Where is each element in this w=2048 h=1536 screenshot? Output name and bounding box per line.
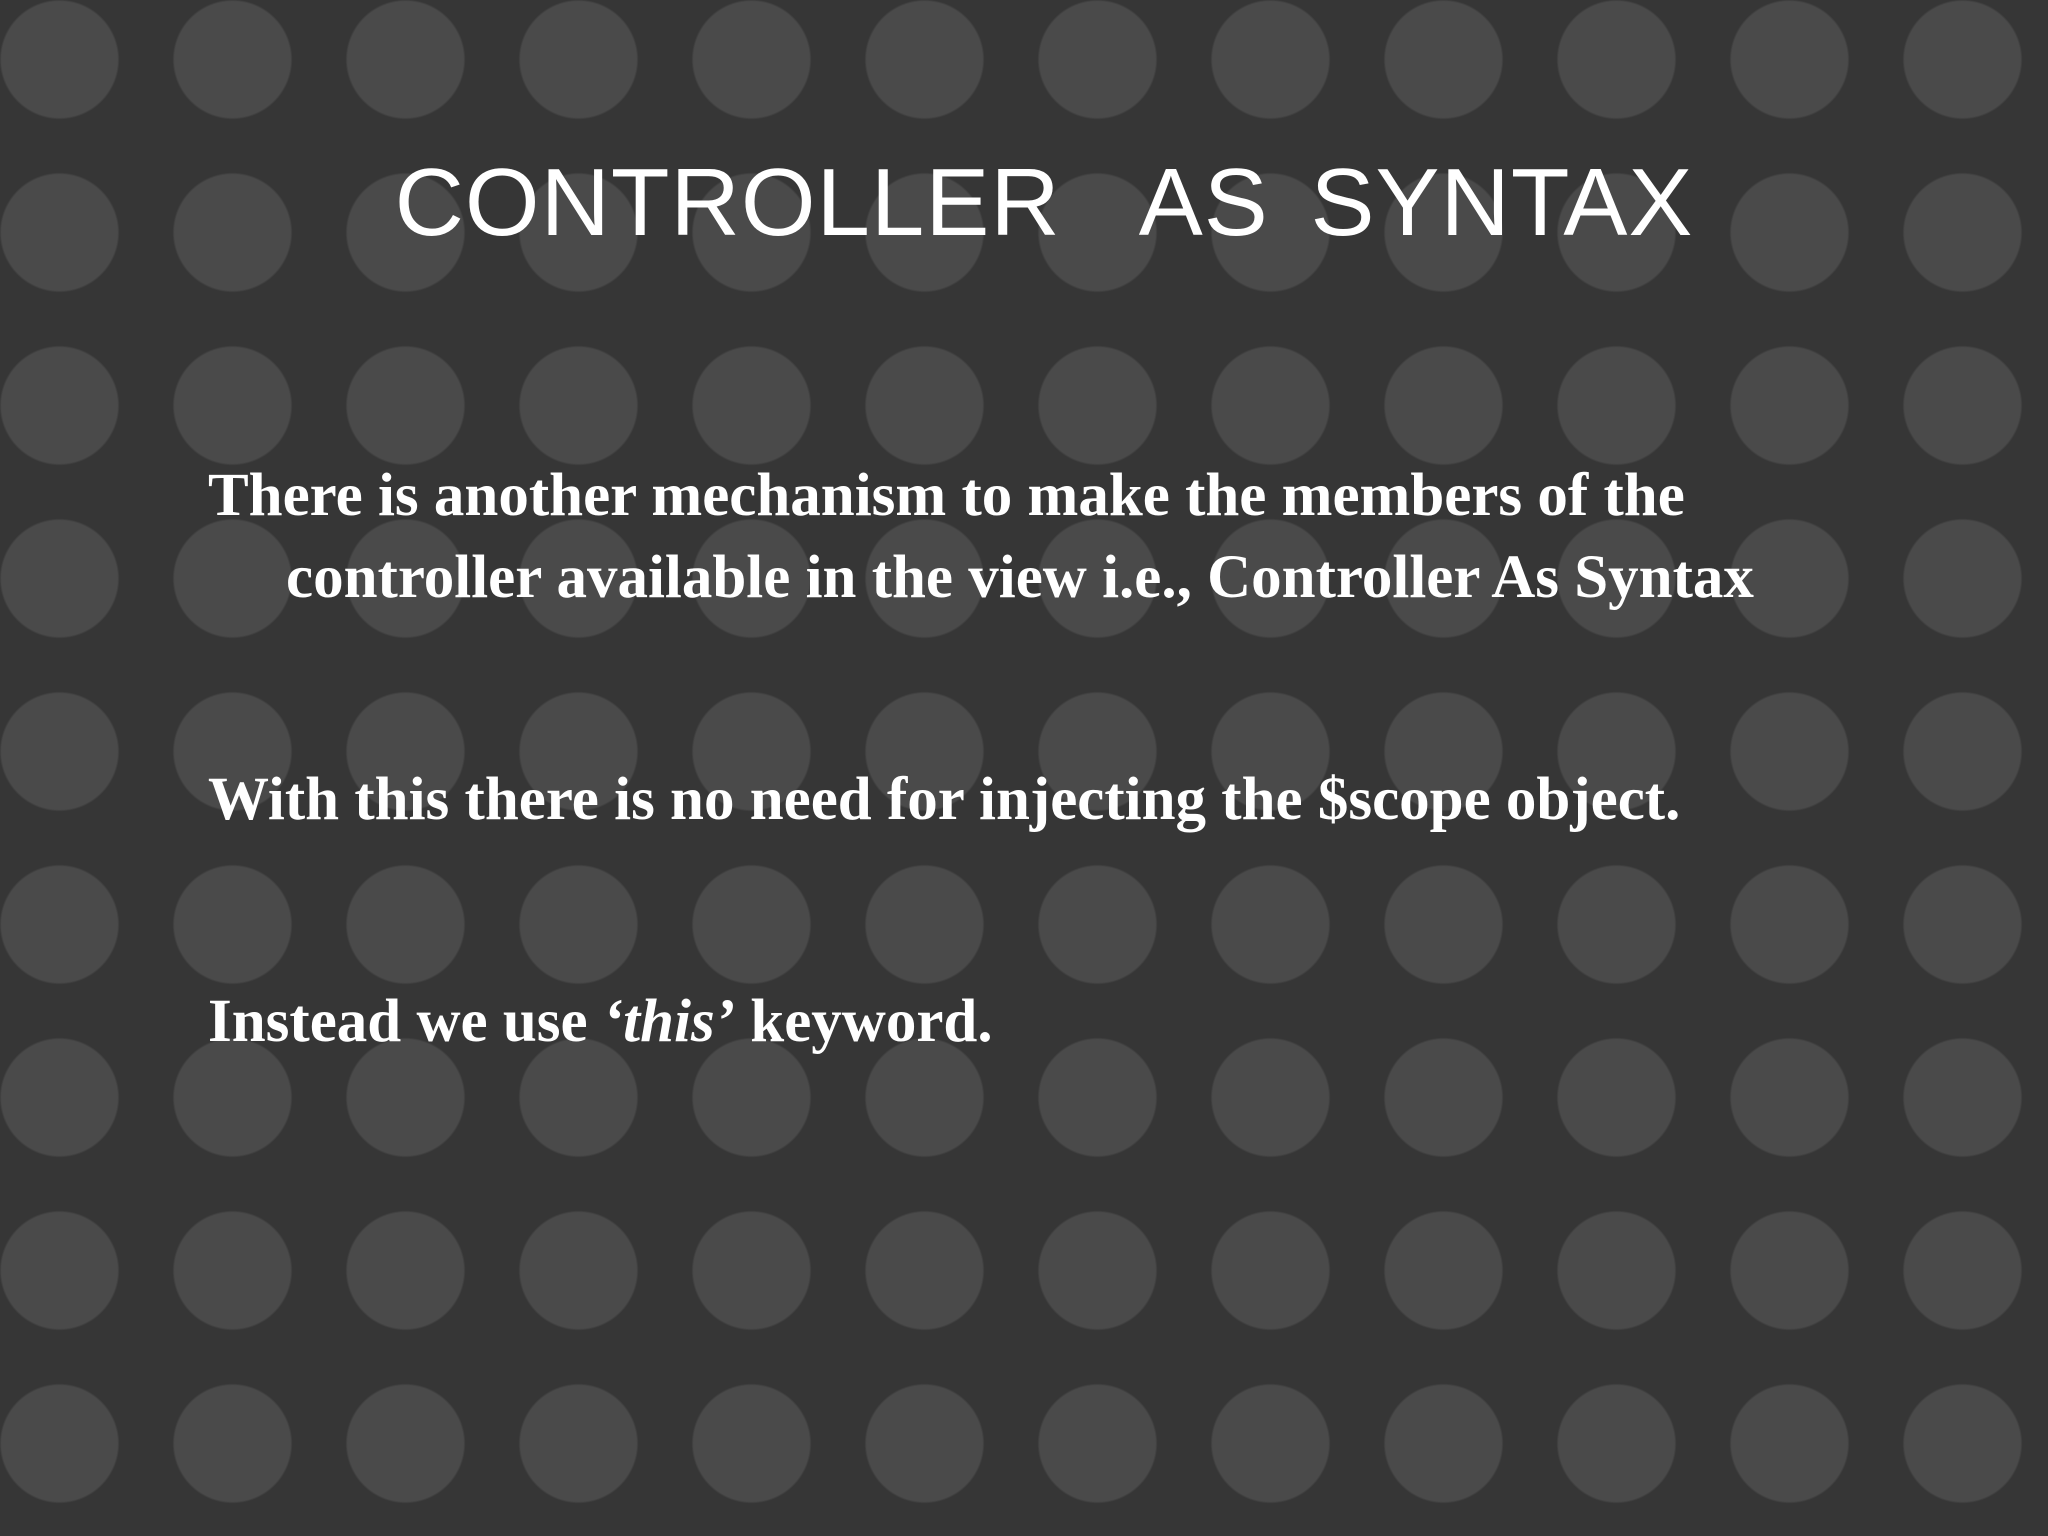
bullet-no-scope-injection: With this there is no need for injecting the $scope object.: [208, 766, 1681, 833]
slide-body: [208, 455, 1848, 1063]
this-keyword: ‘this’: [602, 988, 736, 1055]
slide-title: CONTROLLER AS SYNTAX: [394, 149, 1694, 256]
bullet-controller-as-mechanism: There is another mechanism to make the members of the controller available in the view i.e., Controller As Syntax: [208, 462, 1754, 611]
bullet-text-after: keyword.: [735, 988, 993, 1055]
bullet-text-before: Instead we use: [208, 988, 603, 1055]
bullet-this-keyword: [208, 981, 1848, 1063]
